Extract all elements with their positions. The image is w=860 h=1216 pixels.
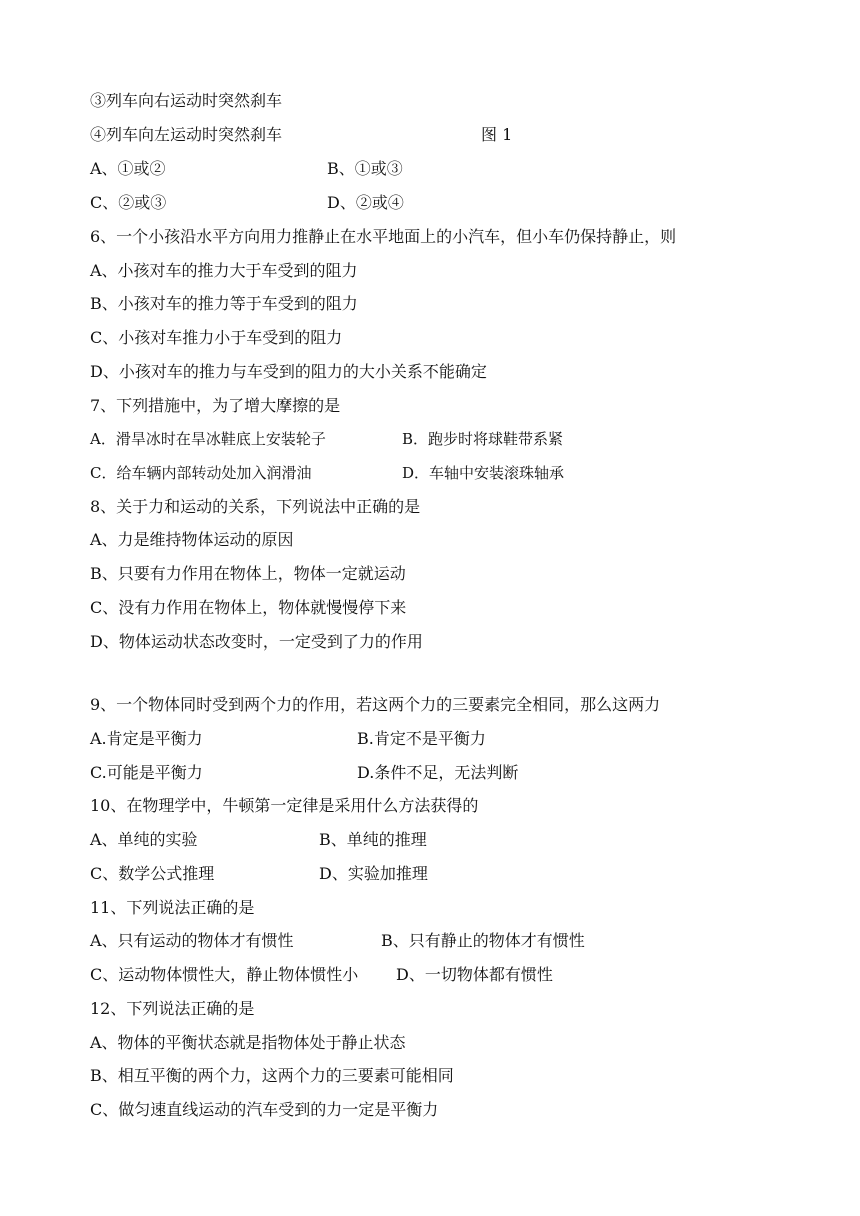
figure-caption: 图 1 bbox=[481, 125, 513, 144]
q8-choice-c: C、没有力作用在物体上，物体就慢慢停下来 bbox=[90, 598, 407, 617]
q9-choice-d: D.条件不足，无法判断 bbox=[357, 763, 519, 782]
q6-choice-b: B、小孩对车的推力等于车受到的阻力 bbox=[90, 294, 358, 313]
q5-choice-c: C、②或③ bbox=[90, 193, 167, 212]
q8-choice-b: B、只要有力作用在物体上，物体一定就运动 bbox=[90, 564, 406, 583]
q5-option-4: ④列车向左运动时突然刹车 bbox=[90, 125, 283, 144]
q9-choice-b: B.肯定不是平衡力 bbox=[357, 729, 486, 748]
q11-choice-a: A、只有运动的物体才有惯性 bbox=[90, 931, 294, 950]
q8-choice-d: D、物体运动状态改变时，一定受到了力的作用 bbox=[90, 632, 423, 651]
q6-choice-c: C、小孩对车推力小于车受到的阻力 bbox=[90, 328, 343, 347]
q7-choice-b: B．跑步时将球鞋带系紧 bbox=[402, 430, 564, 448]
q5-choice-a: A、①或② bbox=[90, 159, 166, 178]
q11-choice-b: B、只有静止的物体才有惯性 bbox=[381, 931, 585, 950]
q5-choice-b: B、①或③ bbox=[327, 159, 403, 178]
q9-stem: 9、一个物体同时受到两个力的作用，若这两个力的三要素完全相同，那么这两力 bbox=[90, 695, 661, 714]
q7-choice-c: C．给车辆内部转动处加入润滑油 bbox=[90, 464, 312, 482]
q12-stem: 12、下列说法正确的是 bbox=[90, 999, 255, 1018]
q7-stem: 7、下列措施中，为了增大摩擦的是 bbox=[90, 396, 341, 415]
q11-stem: 11、下列说法正确的是 bbox=[90, 898, 255, 917]
q8-choice-a: A、力是维持物体运动的原因 bbox=[90, 530, 294, 549]
q10-choice-d: D、实验加推理 bbox=[319, 864, 428, 883]
q5-choice-d: D、②或④ bbox=[327, 193, 404, 212]
q12-choice-a: A、物体的平衡状态就是指物体处于静止状态 bbox=[90, 1033, 406, 1052]
q8-stem: 8、关于力和运动的关系，下列说法中正确的是 bbox=[90, 497, 421, 516]
q7-choice-d: D．车轴中安装滚珠轴承 bbox=[402, 464, 565, 482]
q10-choice-b: B、单纯的推理 bbox=[319, 830, 427, 849]
q11-choice-d: D、一切物体都有惯性 bbox=[396, 965, 553, 984]
q6-stem: 6、一个小孩沿水平方向用力推静止在水平地面上的小汽车，但小车仍保持静止，则 bbox=[90, 227, 677, 246]
q10-choice-a: A、单纯的实验 bbox=[90, 830, 198, 849]
q12-choice-b: B、相互平衡的两个力，这两个力的三要素可能相同 bbox=[90, 1066, 454, 1085]
q11-choice-c: C、运动物体惯性大，静止物体惯性小 bbox=[90, 965, 359, 984]
q9-choice-c: C.可能是平衡力 bbox=[90, 763, 203, 782]
q7-choice-a: A．滑旱冰时在旱冰鞋底上安装轮子 bbox=[90, 430, 326, 448]
q6-choice-a: A、小孩对车的推力大于车受到的阻力 bbox=[90, 261, 358, 280]
q10-stem: 10、在物理学中，牛顿第一定律是采用什么方法获得的 bbox=[90, 796, 479, 815]
q6-choice-d: D、小孩对车的推力与车受到的阻力的大小关系不能确定 bbox=[90, 362, 487, 381]
q5-option-3: ③列车向右运动时突然刹车 bbox=[90, 91, 283, 110]
q10-choice-c: C、数学公式推理 bbox=[90, 864, 215, 883]
q12-choice-c: C、做匀速直线运动的汽车受到的力一定是平衡力 bbox=[90, 1100, 439, 1119]
q9-choice-a: A.肯定是平衡力 bbox=[90, 729, 203, 748]
